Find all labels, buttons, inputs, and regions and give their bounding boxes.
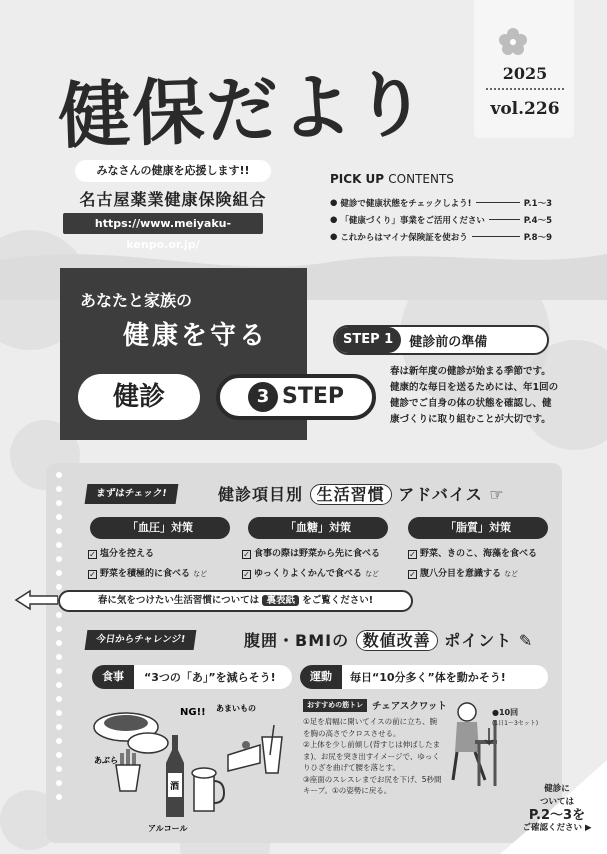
corner-line: 健診に (544, 784, 570, 794)
hero-kenshin-label: 健診 (78, 374, 200, 420)
pickup-item-text: 「健康づくり」事業をご活用ください (340, 215, 485, 226)
checkbox-icon: ✓ (89, 550, 96, 559)
checkbox-icon: ✓ (409, 550, 416, 559)
notice-highlight: 裏表紙 (262, 595, 299, 606)
pickup-item-page: P.4～5 (523, 215, 552, 226)
fries-icon (116, 749, 140, 791)
pickup-item-text: これからはマイナ保険証を使おう (340, 232, 468, 243)
tip-text: 食事の際は野菜から先に食べる (254, 549, 381, 559)
category-blood-pressure: 「血圧」対策 (90, 517, 230, 539)
exercise-count (492, 707, 538, 727)
tagline: みなさんの健康を応援します!! (75, 160, 271, 182)
check-tag: まずはチェック! (85, 484, 178, 504)
alcohol-label: アルコール (148, 824, 188, 833)
tip-text: 野菜、きのこ、海藻を食べる (420, 549, 538, 559)
exercise-name: チェアスクワット (372, 701, 447, 712)
tip-item (408, 546, 537, 559)
arrow-left-icon (14, 589, 58, 611)
checkbox-icon: ✓ (243, 570, 250, 579)
cake-icon (228, 741, 260, 771)
notice-pre: 春に気をつけたい生活習慣については (97, 595, 260, 606)
corner-line: ご確認ください ▶ (522, 823, 592, 833)
exercise-count-main: ●10回 (492, 708, 519, 717)
tip-nado: など (504, 570, 519, 578)
tip-text: 腹八分目を意識する (420, 569, 502, 579)
oil-label: あぶら (94, 756, 118, 765)
exercise-text: 毎日“10分多く”体を動かそう! (350, 671, 506, 684)
corner-page-ref: P.2～3を (528, 808, 586, 823)
step1-label: 健診前の準備 (409, 334, 488, 350)
bullet-icon: ● (330, 231, 338, 242)
exercise-step: ②上体を少し前傾し(背すじは伸ばしたまま)、お尻を突き出すイメージで、ゆっくりひざを曲げて腰を落とす。 (303, 740, 441, 772)
fried-food-icon (94, 713, 168, 753)
tip-item (242, 546, 380, 559)
issue-year: 2025 (502, 64, 548, 83)
step1-badge: STEP 1 (335, 327, 401, 353)
hero-step-badge (216, 374, 376, 420)
ng-text: NG!! (180, 707, 206, 718)
exercise-pill (300, 665, 548, 689)
hero-subtitle: あなたと家族の (80, 291, 193, 310)
step1-header (333, 325, 549, 355)
tip-nado: など (193, 570, 208, 578)
sweets-label: あまいもの (216, 704, 256, 713)
advice-title-pre: 健診項目別 (218, 485, 304, 504)
diet-text: “3つの「あ」”を減らそう! (144, 671, 276, 684)
organization-name: 名古屋薬業健康保険組合 (79, 190, 267, 209)
pickup-item-page: P.1～3 (523, 198, 552, 209)
tip-item (408, 566, 518, 579)
tip-text: 塩分を控える (100, 549, 155, 559)
pickup-item-page: P.8～9 (523, 232, 552, 243)
challenge-title (244, 628, 533, 651)
challenge-title-pre: 腹囲・BMIの (244, 631, 350, 650)
pickup-item-text: 健診で健康状態をチェックしよう! (340, 198, 472, 209)
tip-item (242, 566, 379, 579)
newsletter-title: 健保だより (56, 61, 430, 159)
issue-volume: vol.226 (490, 99, 560, 119)
pickup-title (330, 172, 454, 186)
diet-label: 食事 (92, 665, 134, 689)
challenge-tag: 今日からチャレンジ! (85, 630, 197, 650)
sake-label: 酒 (170, 782, 180, 792)
exercise-step: ③座面のスレスレまでお尻を下げ、5秒間キープ。①の姿勢に戻る。 (303, 774, 442, 795)
checkbox-icon: ✓ (243, 550, 250, 559)
hero-heading: 健康を守る (123, 321, 269, 351)
recommend-tag: おすすめの筋トレ (303, 699, 367, 712)
drink-glass-icon (262, 725, 282, 773)
checkbox-icon: ✓ (89, 570, 96, 579)
checkbox-icon: ✓ (409, 570, 416, 579)
pencil-icon: ✎ (518, 631, 534, 650)
tip-text: ゆっくりよくかんで食べる (254, 569, 362, 579)
tip-text: 野菜を積極的に食べる (100, 569, 191, 579)
food-illustration (90, 695, 290, 835)
tip-item (88, 566, 207, 579)
sake-bottle-icon (166, 735, 184, 817)
category-blood-sugar: 「血糖」対策 (248, 517, 388, 539)
pickup-item[interactable] (330, 211, 552, 228)
tip-item (88, 546, 154, 559)
flower-icon (498, 27, 528, 57)
notice-post: をご覧ください! (302, 595, 374, 606)
exercise-steps (303, 716, 443, 797)
organization-url[interactable]: https://www.meiyaku-kenpo.or.jp/ (63, 213, 263, 234)
pickup-title-light: CONTENTS (388, 172, 454, 186)
advice-title (218, 482, 505, 505)
challenge-title-highlight: 数値改善 (356, 630, 438, 651)
exercise-label: 運動 (300, 665, 342, 689)
kenshin-page-note[interactable] (512, 783, 602, 835)
divider (486, 88, 564, 90)
hand-icon: ☞ (489, 485, 505, 504)
pickup-title-bold: PICK UP (330, 172, 385, 186)
binder-holes (56, 472, 64, 837)
step1-body: 春は新年度の健診が始まる季節です。健康的な毎日を送るためには、年1回の健診でご自身の体の状態を確認し、健康づくりに取り組むことが大切です。 (390, 366, 559, 425)
bullet-icon: ● (330, 197, 338, 208)
leader-line (476, 202, 520, 203)
pickup-item[interactable] (330, 194, 552, 211)
leader-line (472, 236, 520, 237)
leader-line (489, 219, 520, 220)
bullet-icon: ● (330, 214, 338, 225)
step-count: 3 (248, 382, 278, 412)
diet-pill (92, 665, 292, 689)
exercise-step: ①足を肩幅に開いてイスの前に立ち、腕を胸の高さでクロスさせる。 (303, 717, 438, 738)
step-word: STEP (281, 384, 344, 409)
challenge-title-post: ポイント (444, 631, 513, 650)
advice-title-highlight: 生活習慣 (310, 484, 392, 505)
pickup-list (330, 194, 552, 245)
corner-line: ついては (539, 797, 574, 807)
tip-nado: など (365, 570, 380, 578)
category-lipid: 「脂質」対策 (408, 517, 548, 539)
beer-mug-icon (192, 768, 224, 811)
exercise-count-sub: (1日1～3セット) (492, 720, 539, 727)
back-cover-notice[interactable] (58, 590, 413, 612)
advice-title-post: アドバイス (398, 485, 483, 504)
